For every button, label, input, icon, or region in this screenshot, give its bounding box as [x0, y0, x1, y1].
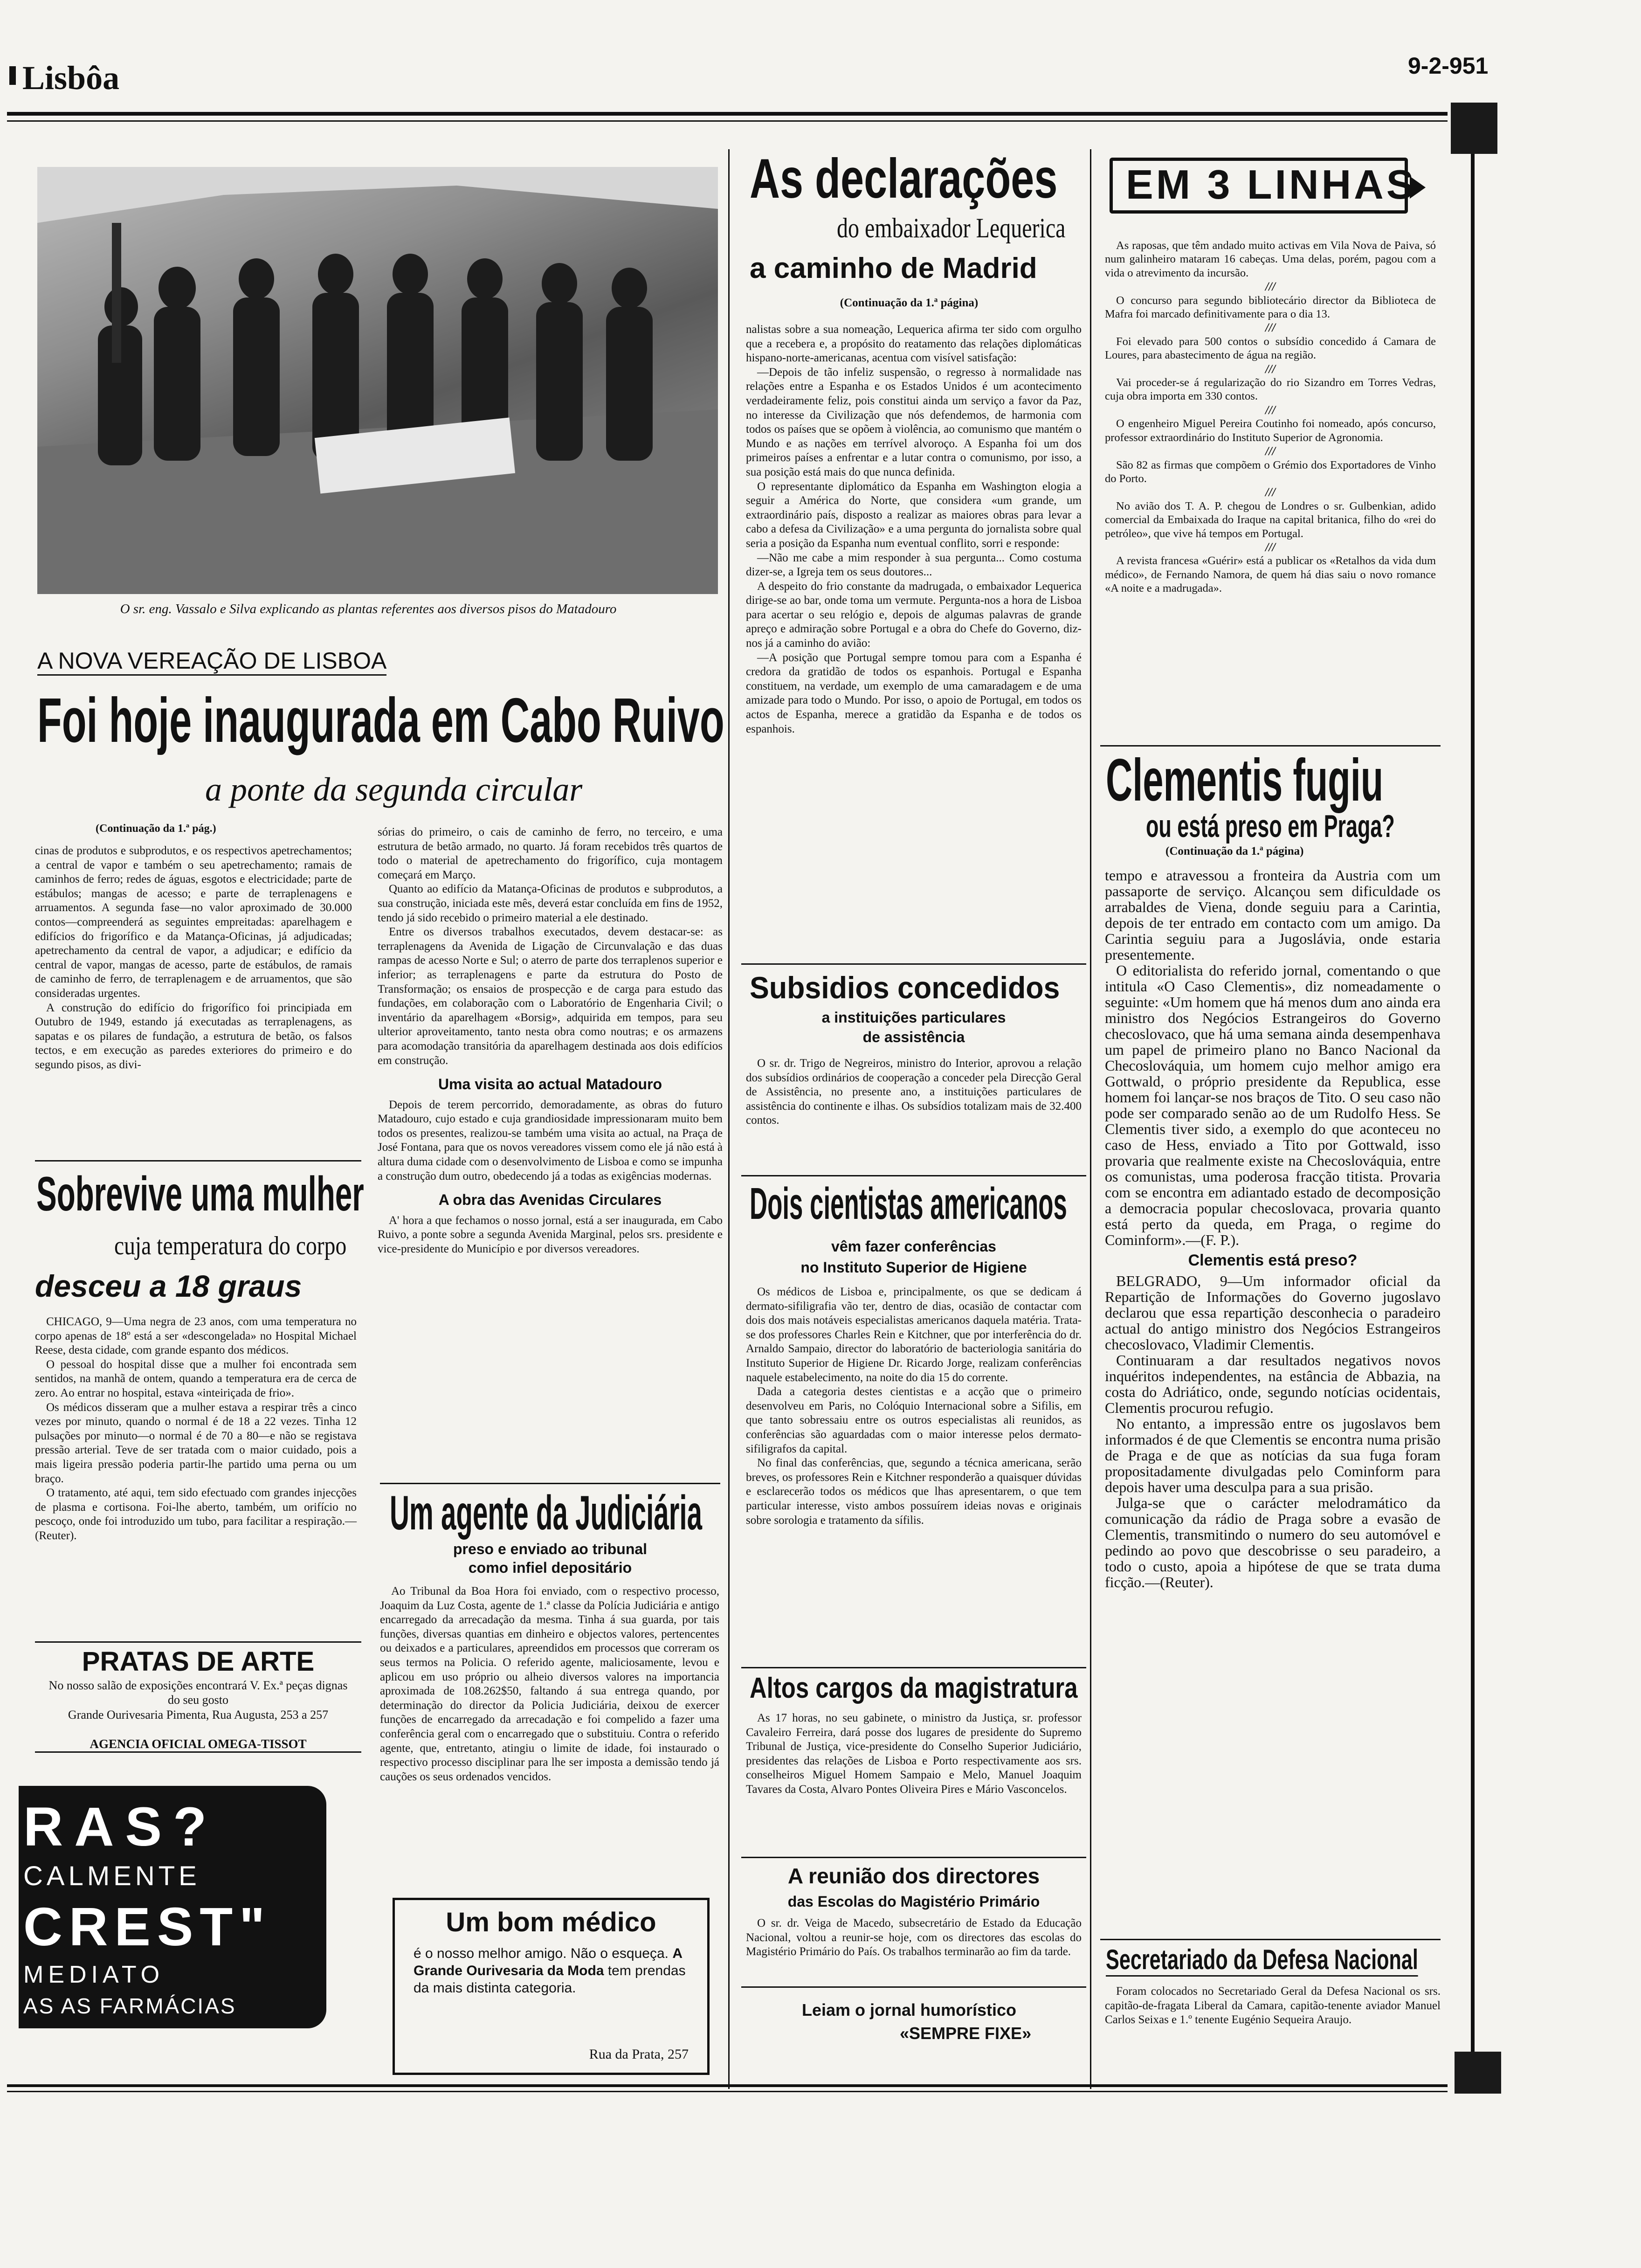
paragraph: O editorialista do referido jornal, comentando o que intitula «O Caso Clementis», diz nomeadamente o seguinte: «Um homem que há menos dum ano ainda era ministro dos Negócios Estrangeiros do Governo checoslovaco, que há uma semana ainda desempenhava um papel de primeiro plano no Banco Nacional da Checoslováquia, um homem cujo melhor amigo era Gottwald, o próprio presidente da Republica, esse homem foi lançar-se nos braços de Tito. O seu caso não pode ser comparado senão ao de um Rudolfo Hess. Se Clementis tiver sido, a exemplo do que aconteceu no caso de Hess, enviado a Tito por Gottwald, isso provaria que realmente existe na Checoslováquia, entre os comunistas, uma poderosa fracção titista. Provaria com se encontra em adiantado estado de decomposição a democracia popular checoslovaca, provaria quanto está perto da queda, em Praga, o regime do Cominform».—(F. P.).	[1105, 962, 1441, 1248]
subheading-visita: Uma visita ao actual Matadouro	[438, 1076, 662, 1093]
ad-line: AS AS FARMÁCIAS	[23, 1994, 236, 2018]
list-item: A revista francesa «Guérir» está a publicar os «Retalhos da vida dum médico», de Fernando Namora, de quem há dias saiu o novo romance «A noite e a madrugada».	[1105, 554, 1436, 595]
divider	[741, 1667, 1086, 1668]
divider	[1100, 745, 1441, 747]
divider	[1100, 1939, 1441, 1940]
bottom-corner-block	[1455, 2052, 1501, 2094]
continuation-note: (Continuação da 1.ª página)	[1165, 845, 1304, 857]
paragraph: cinas de produtos e subprodutos, e os respectivos apetrechamentos; a central de vapor e também o seu apetrechamento; ramais de caminhos de ferro; redes de águas, esgotos e electricidade; parte de estábulos; mangas de acesso; e parte de terraplenagens e arruamentos. A segunda fase—no valor aproximado de 30.000 contos—compreenderá as seguintes empreitadas: aparelhagem e edifícios do frigorífico e da Matança-Oficinas, já adjudicadas; apetrechamento da central de vapor, a adjudicar; e edifício da central de vapor, mangas de acesso, parte de estábulos, de ramais de caminho de ferro, de terraplenagem e de arruamentos, que são consideradas urgentes.	[35, 844, 352, 1000]
judiciaria-body	[380, 1584, 719, 1784]
cabo-ruivo-col2	[378, 825, 723, 1257]
continuation-note: (Continuação da 1.ª página)	[840, 297, 979, 309]
reuniao-body	[746, 1916, 1082, 1959]
list-item: São 82 as firmas que compõem o Grémio dos Exportadores de Vinho do Porto.	[1105, 458, 1436, 485]
pratas-footer: AGENCIA OFICIAL OMEGA-TISSOT	[35, 1737, 361, 1753]
paragraph: CHICAGO, 9—Uma negra de 23 anos, com uma temperatura no corpo apenas de 18º está a ser «descongelada» no Hospital Michael Reese, desta cidade, com grande espanto dos médicos.	[35, 1315, 357, 1357]
headline-cabo-ruivo: Foi hoje inaugurada em Cabo Ruivo	[37, 685, 724, 755]
headline-cientistas: Dois cientistas americanos	[750, 1179, 1067, 1229]
headline-reuniao: A reunião dos directores	[787, 1864, 1040, 1888]
separator: ///	[1265, 321, 1276, 335]
corner-block	[1451, 103, 1497, 154]
paragraph: Ao Tribunal da Boa Hora foi enviado, com o respectivo processo, Joaquim da Luz Costa, agente de 1.ª classe da Polícia Judiciária e antigo encarregado da arrecadação da mesma. Tinha á sua guarda, por tais funções, diversas quantias em dinheiro e objectos valores, pertencentes ou deixados e a particulares, apreendidos em processos que correram os seus termos na Policia. O referido agente, maliciosamente, levou e aplicou em uso próprio ou alheio diversos valores na importancia aproximada de 108.262$50, faltando á sua entrega quando, por determinação do director da Policia Judiciária, deixou de exercer funções de encarregado da arrecadação e foi compelido a fazer uma conferência geral com o encarregado que o substituiu. Contra o referido agente, que, entretanto, atingiu o limite de idade, foi instaurado o respectivo processo disciplinar para lhe ser imposta a demissão tendo já cauções os seus ordenados vencidos.	[380, 1585, 719, 1783]
masthead	[9, 52, 1636, 99]
em3linhas-title: EM 3 LINHAS	[1126, 161, 1417, 207]
bottom-rule	[7, 2084, 1448, 2087]
paragraph: Os médicos de Lisboa e, principalmente, os que se dedicam á dermato-sifiligrafia vão ter, dentro de dias, ocasião de contactar com dois dos mais notáveis especialistas americanos daquela matéria. Trata-se dos professores Charles Rein e Kitchner, que por interferência do dr. Arnaldo Sampaio, director do laboratório de bacteriologia sanitária do Instituto Superior de Higiene Dr. Ricardo Jorge, realizam conferências naquele estabelecimento, na noite do dia 15 do corrente.	[746, 1286, 1082, 1384]
paragraph: Continuaram a dar resultados negativos novos inquéritos independentes, na estância de Abbazia, na costa do Adriático, onde, segundo notícias ocidentais, Clementis procurou refugio.	[1105, 1352, 1441, 1416]
headline-declaracoes: As declarações	[750, 147, 1058, 210]
paragraph: BELGRADO, 9—Um informador oficial da Repartição de Informações do Governo jugoslavo declarou que essa repartição desconhecia o paradeiro actual do antigo ministro dos Negócios Estrangeiros checoslovaco, Vladimir Clementis.	[1105, 1272, 1441, 1353]
paragraph: Depois de terem percorrido, demoradamente, as obras do futuro Matadouro, cujo estado e cuja grandiosidade impressionaram muito bem todos os presentes, realizou-se também uma visita ao actual, na Praça de José Fontana, para que os novos vereadores vissem como ele já não está à altura duma cidade com o desenvolvimento de Lisboa e como se impunha a construção dum outro, obedecendo já a todas as exigências modernas.	[378, 1098, 723, 1182]
paragraph: nalistas sobre a sua nomeação, Lequerica afirma ter sido com orgulho que a recebera e, a propósito do reatamento das relações diplomáticas hispano-norte-americanas, acentua com visível satisfação:	[746, 323, 1082, 365]
divider	[741, 1175, 1086, 1176]
subhead-subsidios-2: de assistência	[862, 1029, 965, 1045]
top-rule	[7, 112, 1448, 116]
divider	[380, 1483, 720, 1484]
crest-advertisement	[19, 1786, 326, 2028]
paragraph: A construção do edifício do frigorífico foi principiada em Outubro de 1949, estando já executadas as terraplenagens, as sapatas e os pilares de fundação, a estrutura de betão, os falsos tectos, e em execução as paredes exteriores do primeiro e do segundo pisos, as divi-	[35, 1001, 352, 1071]
section-title: Lisbôa	[22, 59, 120, 97]
paragraph: No entanto, a impressão entre os jugoslavos bem informados é de que Clementis se encontra numa prisão de Praga e de que as notícias da sua fuga foram propositadamente divulgadas pelo Cominform para depois haver uma desculpa para a sua prisão.	[1105, 1415, 1441, 1495]
separator: ///	[1265, 444, 1276, 458]
clementis-body	[1105, 867, 1441, 1590]
bom-medico-advertisement	[393, 1898, 710, 2075]
subhead-madrid: a caminho de Madrid	[750, 252, 1037, 284]
list-item: O engenheiro Miguel Pereira Coutinho foi nomeado, após concurso, professor extraordinário do Instituto Superior de Agronomia.	[1105, 417, 1436, 444]
paragraph: O sr. dr. Trigo de Negreiros, ministro do Interior, aprovou a relação dos subsídios ordinários de cooperação a conceder pela Direcção Geral de Assistência, no presente ano, a instituições particulares de assistência do continente e ilhas. Os subsídios totalizam mais de 32.400 contos.	[746, 1057, 1082, 1127]
paragraph: —A posição que Portugal sempre tomou para com a Espanha é credora da gratidão de todos os espanhois. Portugal e Espanha constituem, na verdade, um exemplo de uma camaradagem e de uma amizade para todo o Mundo. Por isso, o apoio de Portugal, em todos os actos de Espanha, merece a gratidão da Espanha e de todos os espanhois.	[746, 651, 1082, 735]
paragraph: As 17 horas, no seu gabinete, o ministro da Justiça, sr. professor Cavaleiro Ferreira, dará posse dos lugares de presidente do Supremo Tribunal de Justiça, vice-presidente do Conselho Superior Judiciário, presidentes das relações de Lisboa e Porto respectivamente aos srs. conselheiros Miguel Homem Sampaio e Melo, Manuel Joaquim Tavares da Costa, Alvaro Pontes Oliveira Pires e Mário Vasconcelos.	[746, 1712, 1082, 1796]
paragraph: tempo e atravessou a fronteira da Austria com um passaporte de serviço. Alcançou sem dificuldade os arrabaldes de Viena, donde seguiu para a Carintia, depois de ter entrado em contacto com um amigo. Da Carintia seguiu para a Jugoslávia, onde estaria presentemente.	[1105, 867, 1441, 963]
subhead-judiciaria-2: como infiel depositário	[468, 1559, 632, 1576]
sobrevive-body	[35, 1315, 357, 1543]
subhead-reuniao: das Escolas do Magistério Primário	[787, 1893, 1040, 1910]
subheading-clementis-preso: Clementis está preso?	[1188, 1252, 1358, 1269]
paragraph: O tratamento, até aqui, tem sido efectuado com grandes injecções de plasma e cortisona. Foi-lhe aberto, também, um orifício no pescoço, onde foi introduzido um tubo, para facilitar a respiração.—(Reuter).	[35, 1487, 357, 1542]
separator: ///	[1265, 485, 1276, 499]
continuation-note: (Continuação da 1.ª pág.)	[96, 823, 216, 835]
right-edge-rule	[1471, 154, 1475, 2075]
subhead-ponte: a ponte da segunda circular	[205, 771, 583, 808]
ad-line: MEDIATO	[23, 1961, 165, 1988]
column-rule-2	[1090, 149, 1091, 2089]
declaracoes-body	[746, 323, 1082, 736]
paragraph: —Não me cabe a mim responder à sua pergunta... Como costuma dizer-se, a Igreja tem os seus doutores...	[746, 551, 1082, 579]
issue-date: 9-2-951	[1408, 53, 1489, 79]
subheading-avenidas: A obra das Avenidas Circulares	[438, 1191, 662, 1209]
list-item: No avião dos T. A. P. chegou de Londres o sr. Gulbenkian, adido comercial da Embaixada do Iraque na capital britanica, filho do «rei do petróleo», que vive há tempos em Portugal.	[1105, 499, 1436, 540]
paragraph: Dada a categoria destes cientistas e a acção que o primeiro desenvolveu em Paris, no Colóquio Internacional sobre a Sifilis, em que tanto sobressaiu entre os outros especialistas ali reunidos, as conferências são aguardadas com o maior interesse pelos dermato-sifiligrafos da capital.	[746, 1385, 1082, 1455]
kicker-nova-vereacao: A NOVA VEREAÇÃO DE LISBOA	[37, 647, 386, 676]
pratas-title: PRATAS DE ARTE	[82, 1646, 315, 1677]
separator: ///	[1265, 362, 1276, 376]
ad-line: CALMENTE	[23, 1861, 200, 1891]
arrow-icon	[1410, 176, 1426, 199]
divider	[35, 1160, 361, 1162]
bom-medico-text: é o nosso melhor amigo. Não o esqueça.	[414, 1946, 669, 1961]
ad-line: RAS?	[23, 1796, 218, 1858]
paragraph: Quanto ao edifício da Matança-Oficinas de produtos e subprodutos, a sua construção, iniciada este mês, deverá estar concluída em fins de 1952, tendo já sido recebido o primeiro material a ele destinado.	[378, 883, 723, 924]
paragraph: O sr. dr. Veiga de Macedo, subsecretário de Estado da Educação Nacional, voltou a reunir-se hoje, com os directores das escolas do Magistério Primário do País. Os trabalhos terminarão ao fim da tarde.	[746, 1917, 1082, 1958]
subhead-18-graus: desceu a 18 graus	[35, 1269, 302, 1303]
divider	[35, 1641, 361, 1643]
separator: ///	[1265, 280, 1276, 294]
headline-magistratura: Altos cargos da magistratura	[750, 1672, 1078, 1704]
defesa-body	[1105, 1984, 1441, 2027]
ad-line: CREST"	[23, 1896, 272, 1957]
news-photo	[37, 167, 718, 594]
paragraph: Julga-se que o carácter melodramático da comunicação da rádio de Praga sobre a evasão de Clementis, transmitindo o numero do seu automóvel e pedindo ao povo que descobrisse o seu paradeiro, a todo o custo, apoia a hipótese de que se trata duma ficção.—(Reuter).	[1105, 1494, 1441, 1590]
paragraph: O representante diplomático da Espanha em Washington elogia a seguir a América do Norte, que considera «um grande, um extraordinário país, disposto a realizar as maiores obras para levar a cabo a defesa da Civilização» e a uma pergunta do jornalista sobre qual seria a posição da Espanha num eventual conflito, sorri e responde:	[746, 480, 1082, 550]
bom-medico-title: Um bom médico	[446, 1907, 656, 1937]
photo-caption: O sr. eng. Vassalo e Silva explicando as plantas referentes aos diversos pisos do Matadouro	[120, 602, 617, 616]
subsidios-body	[746, 1057, 1082, 1128]
paragraph: No final das conferências, que, segundo a técnica americana, serão breves, os professores Rein e Kitchner responderão a quaisquer dúvidas e esclarecerão todos os médicos que lhas apresentarem, o que tem particular interesse, visto ambos possuírem ideias novas e originais sobre sorologia e tratamento da sífilis.	[746, 1457, 1082, 1527]
photo-crowd-illustration	[37, 167, 718, 594]
headline-defesa: Secretariado da Defesa Nacional	[1106, 1944, 1418, 1977]
list-item: Vai proceder-se á regularização do rio Sizandro em Torres Vedras, cuja obra importa em 330 contos.	[1105, 376, 1436, 403]
divider	[741, 963, 1086, 965]
bom-medico-brand: A Grande Ourivesaria da Moda	[414, 1946, 682, 1978]
pratas-address: Grande Ourivesaria Pimenta, Rua Augusta, 253 a 257	[68, 1708, 329, 1722]
cientistas-body	[746, 1285, 1082, 1528]
list-item: O concurso para segundo bibliotecário director da Biblioteca de Mafra foi marcado definitivamente para o dia 13.	[1105, 294, 1436, 321]
separator: ///	[1265, 403, 1276, 417]
subhead-subsidios-1: a instituições particulares	[821, 1009, 1006, 1026]
paragraph: A despeito do frio constante da madrugada, o embaixador Lequerica dirige-se ao bar, onde toma um vermute. Pergunta-nos a hora de Lisboa para acertar o seu relógio e, depois de algumas palavras de grande apreço e admiração sobre Portugal e a obra do Chefe do Governo, diz-nos já a caminho do avião:	[746, 580, 1082, 650]
pratas-text: No nosso salão de exposições encontrará V. Ex.ª peças dignas do seu gosto	[48, 1679, 348, 1707]
subhead-temperatura: cuja temperatura do corpo	[114, 1231, 347, 1260]
top-rule-thin	[7, 120, 1448, 122]
bottom-rule-thin	[7, 2091, 1448, 2092]
cabo-ruivo-col1	[35, 844, 352, 1072]
headline-clementis: Clementis fugiu	[1106, 747, 1384, 814]
section-marker-icon	[9, 66, 16, 85]
list-item: Foi elevado para 500 contos o subsídio concedido á Camara de Loures, para abastecimento de água na região.	[1105, 335, 1436, 362]
column-rule-1	[728, 149, 730, 2089]
bom-medico-body	[414, 1945, 689, 1997]
bom-medico-text: tem prendas da mais distinta categoria.	[414, 1963, 686, 1996]
subhead-judiciaria-1: preso e enviado ao tribunal	[453, 1541, 648, 1557]
separator: ///	[1265, 540, 1276, 554]
bom-medico-address: Rua da Prata, 257	[589, 2047, 689, 2062]
subhead-preso-praga: ou está preso em Praga?	[1146, 809, 1395, 844]
divider	[741, 1857, 1086, 1858]
paragraph: O pessoal do hospital disse que a mulher foi encontrada sem sentidos, na manhã de ontem, quando a temperatura era de cerca de zero. Ao entrar no hospital, estava «inteiriçada de frio».	[35, 1358, 357, 1399]
headline-judiciaria: Um agente da Judiciária	[390, 1486, 702, 1540]
subhead-cientistas-2: no Instituto Superior de Higiene	[800, 1259, 1027, 1276]
magistratura-body	[746, 1711, 1082, 1797]
list-item: As raposas, que têm andado muito activas em Vila Nova de Paiva, só num galinheiro mataram 16 cabeças. Uma delas, porém, pagou com a vida o atrevimento da incursão.	[1105, 239, 1436, 279]
paragraph: Foram colocados no Secretariado Geral da Defesa Nacional os srs. capitão-de-fragata Liberal da Camara, capitão-tenente aviador Manuel Carlos Seixas e 1.º tenente Eugénio Sequeira Araujo.	[1105, 1985, 1441, 2026]
subhead-embaixador: do embaixador Lequerica	[837, 213, 1066, 243]
paragraph: A' hora a que fechamos o nosso jornal, está a ser inaugurada, em Cabo Ruivo, a ponte sobre a segunda Avenida Marginal, pelos srs. presidente e vice-presidente do Município e por diversos vereadores.	[378, 1214, 723, 1256]
subhead-cientistas-1: vêm fazer conferências	[831, 1238, 996, 1255]
sempre-fixe-line2: «SEMPRE FIXE»	[900, 2024, 1032, 2043]
paragraph: —Depois de tão infeliz suspensão, o regresso à normalidade nas relações entre a Espanha e os Estados Unidos é um acontecimento verdadeiramente feliz, pois constitui ainda um serviço a favor da Paz, no interesse da Civilização que nós defendemos, de harmonia com todos os países que se opõem à violência, ao comunismo que mantém o Mundo e as nações em terrível alvoroço. A Espanha foi um dos primeiros países a enfrentar e a lutar contra o comunismo, por isso, a sua posição está mais do que nunca definida.	[746, 366, 1082, 478]
headline-subsidios: Subsidios concedidos	[750, 970, 1060, 1005]
divider	[741, 1986, 1086, 1988]
paragraph: Entre os diversos trabalhos executados, devem destacar-se: as terraplenagens da Avenida de Ligação de Circunvalação e das duas rampas de acesso Norte e Sul; o aterro de parte dos terraplenos superior e inferior; as terraplenagens e parte da estrutura do Posto de Transformação; os ensaios de prospecção e de carga para estudo das fundações, em colaboração com o Laboratório de Engenharia Civil; o inventário da aparelhagem «Borsig», adquirida em tempos, para seu ulterior aproveitamento, tanto nesta obra como noutras; e os armazens para acomodação transitória da aparelhagem destinada aos dois edifícios em construção.	[378, 926, 723, 1067]
paragraph: Os médicos disseram que a mulher estava a respirar três a cinco vezes por minuto, quando o normal é de 18 a 22 vezes. Tinha 12 pulsações por minuto—o normal é de 70 a 80—e não se registava pressão arterial. Teve de ser tratada com o maior cuidado, pois a mais ligeira pressão poderia partir-lhe partido uma perna ou um braço.	[35, 1401, 357, 1485]
paragraph: sórias do primeiro, o cais de caminho de ferro, no terceiro, e uma estrutura de betão armado, no quarto. Já foram recebidos três quartos de todo o material de apetrechamento do frigorífico, cuja montagem começará em Março.	[378, 826, 723, 881]
sempre-fixe-line1: Leiam o jornal humorístico	[801, 2000, 1017, 2019]
em3linhas-list	[1105, 239, 1436, 595]
headline-sobrevive: Sobrevive uma mulher	[36, 1167, 364, 1221]
